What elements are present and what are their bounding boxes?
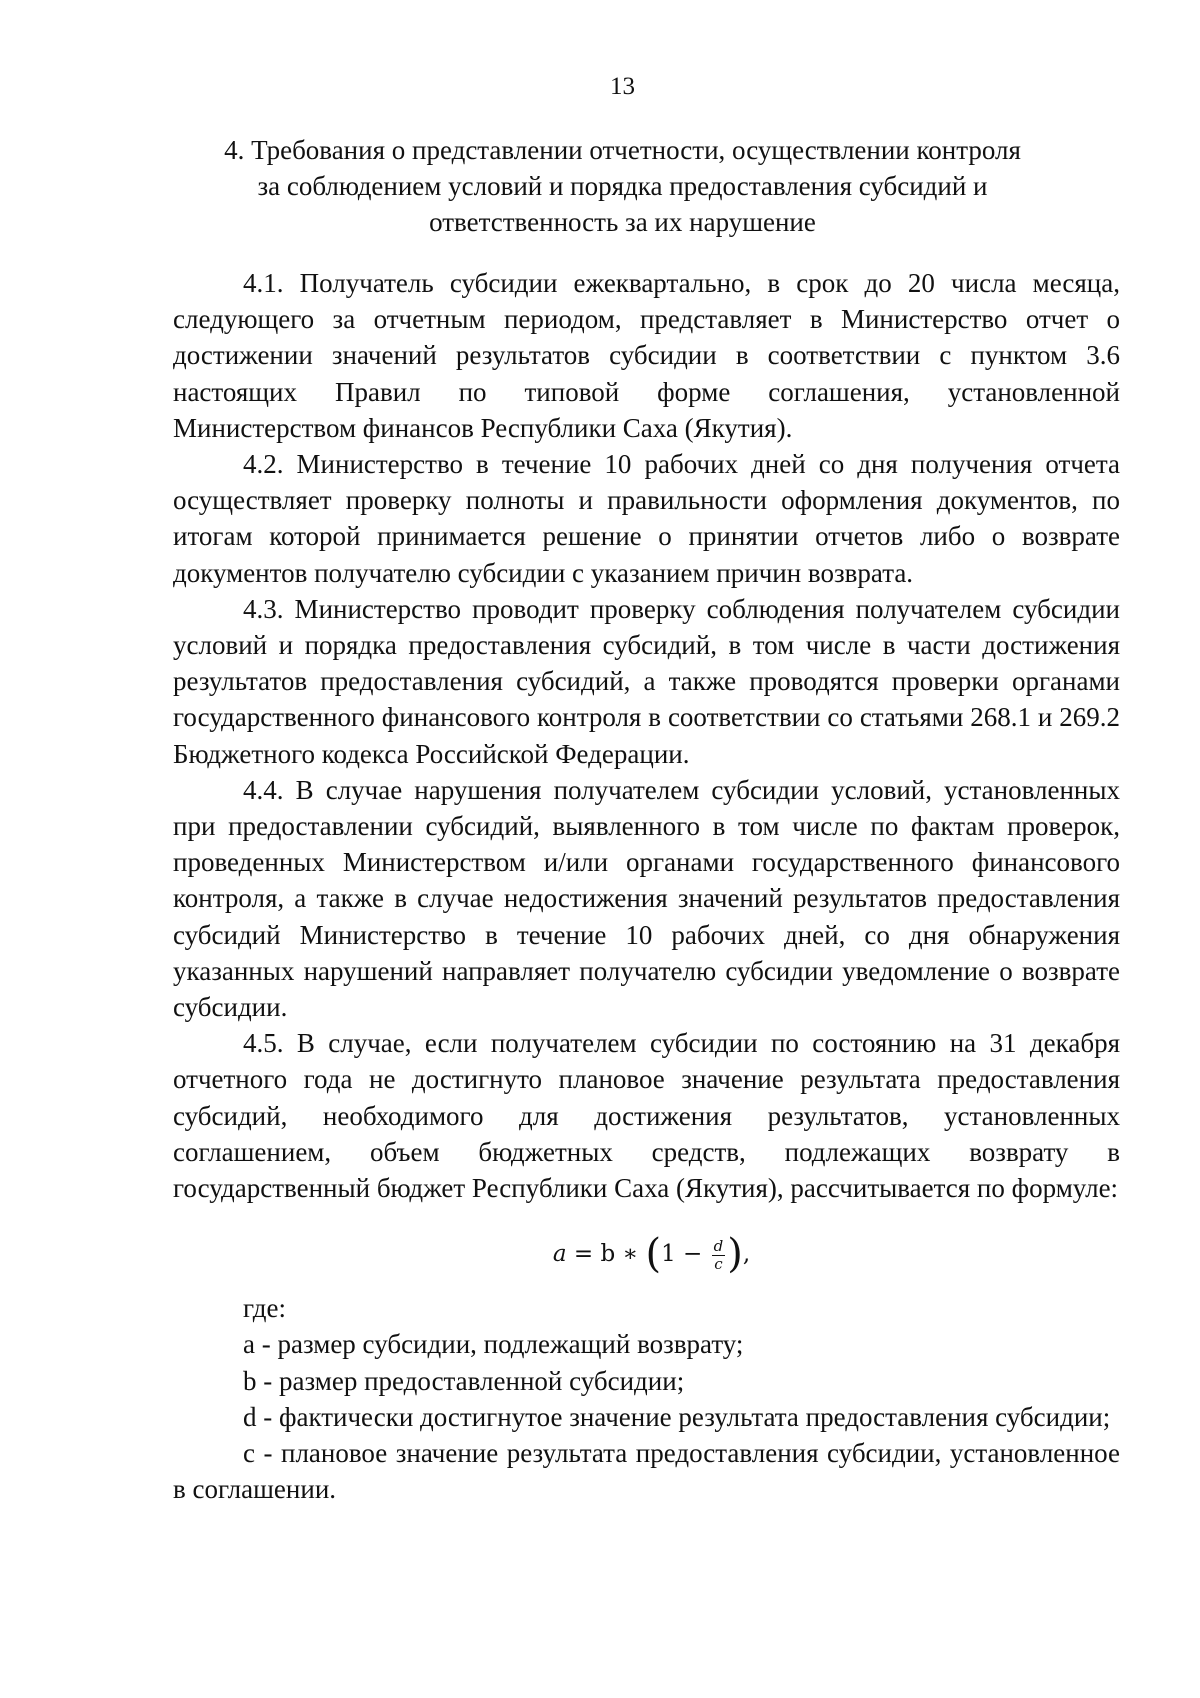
paragraph-4-4: 4.4. В случае нарушения получателем субсидии условий, установленных при предоставлении субсидий, выявленного в том числе по фактам проверок, проведенных Министерством и/или органами государственного финансового контроля, а также в случае недостижения значений результатов предоставления субсидий Министерство в течение 10 рабочих дней, со дня обнаружения указанных нарушений направляет получателю субсидии уведомление о возврате субсидии. [173,774,1120,1023]
formula-times: ∗ [622,1241,639,1268]
definition-c: c - плановое значение результата предоставления субсидии, установленное в соглашении. [173,1438,1120,1505]
paragraph-4-1: 4.1. Получатель субсидии ежеквартально, в срок до 20 числа месяца, следующего за отчетным периодом, представляет в Министерство отчет о достижении значений результатов субсидии в соответствии с пунктом 3.6 настоящих Правил по типовой форме соглашения, установленной Министерством финансов Республики Саха (Якутия). [173,268,1120,443]
paragraph-4-5: 4.5. В случае, если получателем субсидии по состоянию на 31 декабря отчетного года не достигнуто плановое значение результата предоставления субсидий, необходимого для достижения результатов, установленных соглашением, объем бюджетных средств, подлежащих возврату в государственный бюджет Республики Саха (Якутия), рассчитывается по формуле: [173,1028,1120,1204]
formula-a: a [552,1241,567,1268]
formula-numerator: d [713,1236,724,1255]
return-formula [173,1218,1120,1290]
formula-minus: − [683,1241,703,1268]
formula-equals: = [573,1241,594,1268]
formula-close-paren: ) [727,1231,743,1278]
heading-line: 4. Требования о представлении отчетности, осуществлении контроля [224,135,1021,165]
document-body [173,265,1120,1508]
definition-b: b - размер предоставленной субсидии; [243,1365,685,1396]
page-number: 13 [610,73,635,100]
section-heading [149,132,1096,240]
formula-b: b [600,1241,616,1268]
heading-line: за соблюдением условий и порядка предоставления субсидий и [257,171,988,201]
formula-denominator: c [714,1254,723,1273]
formula-comma: , [742,1241,751,1268]
definition-d: d - фактически достигнутое значение результата предоставления субсидии; [243,1401,1111,1432]
heading-line: ответственность за их нарушение [429,207,816,237]
formula-definitions [173,1290,1120,1507]
paragraph-4-3: 4.3. Министерство проводит проверку соблюдения получателем субсидии условий и порядка предоставления субсидий, в том числе в части достижения результатов предоставления субсидий, а также проводятся проверки органами государственного финансового контроля в соответствии со статьями 268.1 и 269.2 Бюджетного кодекса Российской Федерации. [173,593,1120,769]
definitions-where: где: [243,1293,286,1324]
formula-fraction [712,1238,726,1273]
paragraph-4-2: 4.2. Министерство в течение 10 рабочих дней со дня получения отчета осуществляет проверку полноты и правильности оформления документов, по итогам которой принимается решение о принятии отчетов либо о возврате документов получателю субсидии с указанием причин возврата. [173,449,1120,588]
formula-one: 1 [661,1241,676,1268]
definition-a: a - размер субсидии, подлежащий возврату; [243,1329,744,1360]
formula-open-paren: ( [645,1231,662,1278]
